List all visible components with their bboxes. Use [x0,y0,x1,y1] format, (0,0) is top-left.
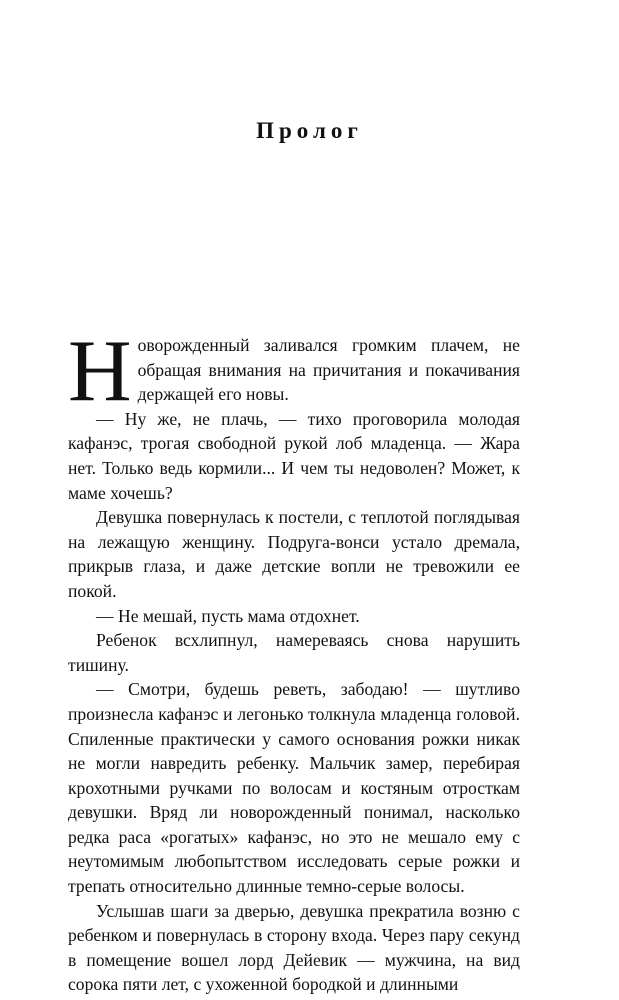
paragraph-5: Ребенок всхлипнул, намереваясь снова нарушить тишину. [68,630,520,675]
body-text [68,323,520,997]
paragraph-6: — Смотри, будешь реветь, забодаю! — шутливо произнесла кафанэс и легонько толкнула младенца головой. Спиленные практически у самого основания рожки никак не могли навредить ребенку. Мальчик замер, перебирая крохотными ручками по волосам и костяным отросткам девушки. Вряд ли новорожденный понимал, насколько редка раса «рогатых» кафанэс, но это не мешало ему с неутомимым любопытством исследовать серые рожки и трепать относительно длинные темно-серые волосы. [68,679,520,897]
paragraph-7: Услышав шаги за дверью, девушка прекратила возню с ребенком и повернулась в сторону входа. Через пару секунд в помещение вошел лорд Дейевик — мужчина, на вид сорока пяти лет, с ухоженной бородкой и длинными [68,900,520,995]
paragraph-3: Девушка повернулась к постели, с теплотой поглядывая на лежащую женщину. Подруга-вонси устало дремала, прикрыв глаза, и даже детские вопли не тревожили ее покой. [68,507,520,601]
paragraph-1 [68,323,520,420]
paragraph-1-text: оворожденный заливался громким плачем, не обращая внимания на причитания и покачивания держащей его новы. [137,335,520,405]
drop-cap: Н [68,323,132,420]
paragraph-2: — Ну же, не плачь, — тихо проговорила молодая кафанэс, трогая свободной рукой лоб младенца. — Жара нет. Только ведь кормили... И чем ты недоволен? Может, к маме хочешь? [68,408,520,503]
chapter-title: Пролог [256,118,363,143]
paragraph-4: — Не мешай, пусть мама отдохнет. [96,605,360,626]
